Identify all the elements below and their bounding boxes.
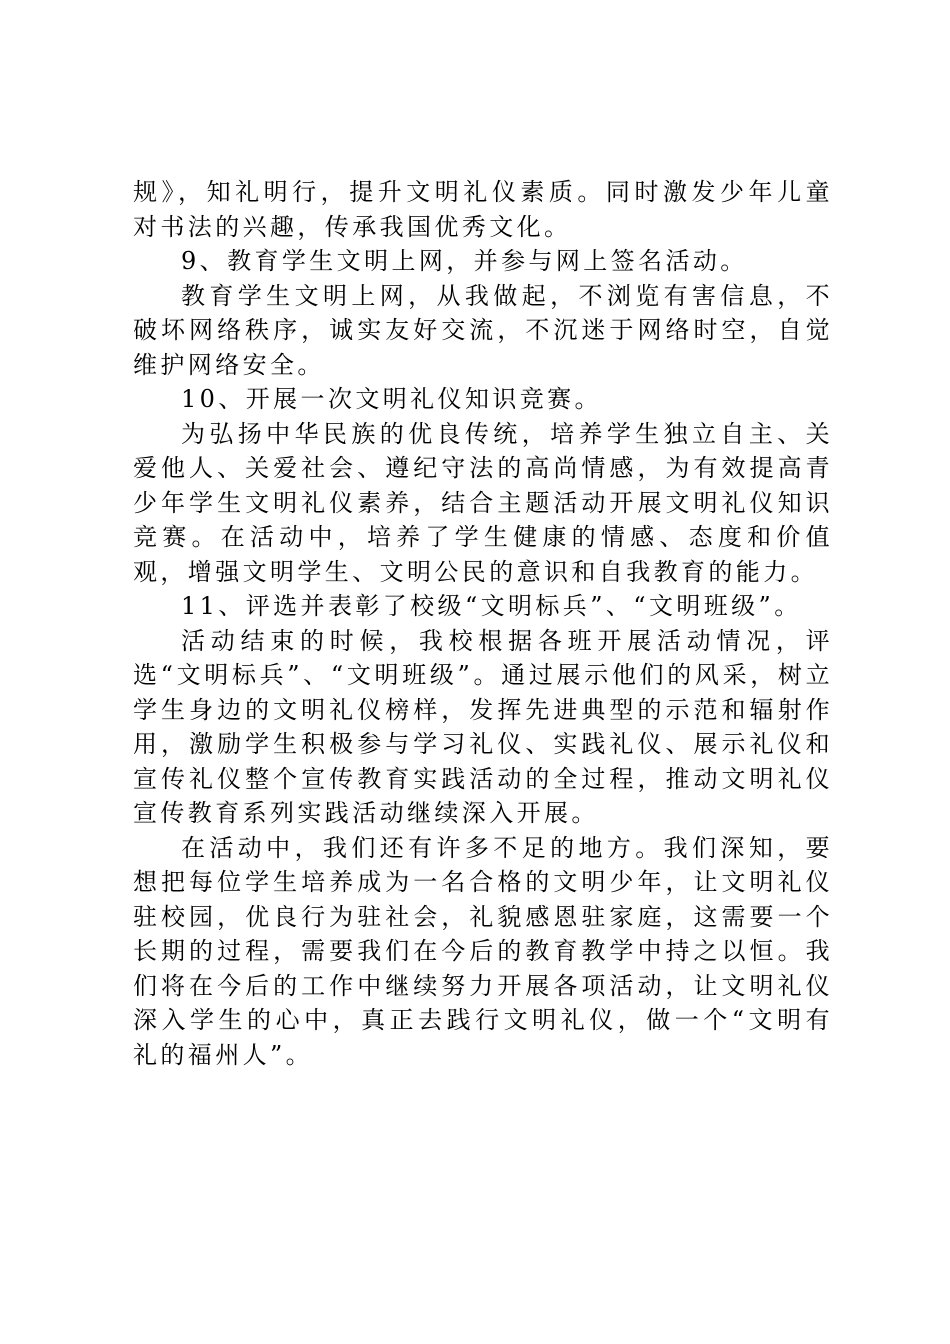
paragraph-online-civility: 教育学生文明上网，从我做起，不浏览有害信息，不破坏网络秩序，诚实友好交流，不沉迷于网络时空，自觉维护网络安全。 — [133, 281, 833, 379]
item-heading-9: 9、教育学生文明上网，并参与网上签名活动。 — [181, 247, 748, 275]
paragraph-etiquette-contest: 为弘扬中华民族的优良传统，培养学生独立自主、关爱他人、关爱社会、遵纪守法的高尚情感，为有效提高青少年学生文明礼仪素养，结合主题活动开展文明礼仪知识竞赛。在活动中，培养了学生健康的情感、态度和价值观，增强文明学生、文明公民的意识和自我教育的能力。 — [133, 419, 833, 586]
document-body — [133, 175, 833, 1072]
paragraph-continuation: 规》，知礼明行，提升文明礼仪素质。同时激发少年儿童对书法的兴趣，传承我国优秀文化。 — [133, 178, 833, 241]
paragraph-awards: 活动结束的时候，我校根据各班开展活动情况，评选“文明标兵”、“文明班级”。通过展示他们的风采，树立学生身边的文明礼仪榜样，发挥先进典型的示范和辐射作用，激励学生积极参与学习礼仪、实践礼仪、展示礼仪和宣传礼仪整个宣传教育实践活动的全过程，推动文明礼仪宣传教育系列实践活动继续深入开展。 — [133, 626, 833, 827]
paragraph-conclusion: 在活动中，我们还有许多不足的地方。我们深知，要想把每位学生培养成为一名合格的文明少年，让文明礼仪驻校园，优良行为驻社会，礼貌感恩驻家庭，这需要一个长期的过程，需要我们在今后的教育教学中持之以恒。我们将在今后的工作中继续努力开展各项活动，让文明礼仪深入学生的心中，真正去践行文明礼仪，做一个“文明有礼的福州人”。 — [133, 833, 833, 1069]
item-heading-10: 10、开展一次文明礼仪知识竞赛。 — [181, 385, 602, 413]
item-heading-11: 11、评选并表彰了校级“文明标兵”、“文明班级”。 — [181, 592, 802, 620]
